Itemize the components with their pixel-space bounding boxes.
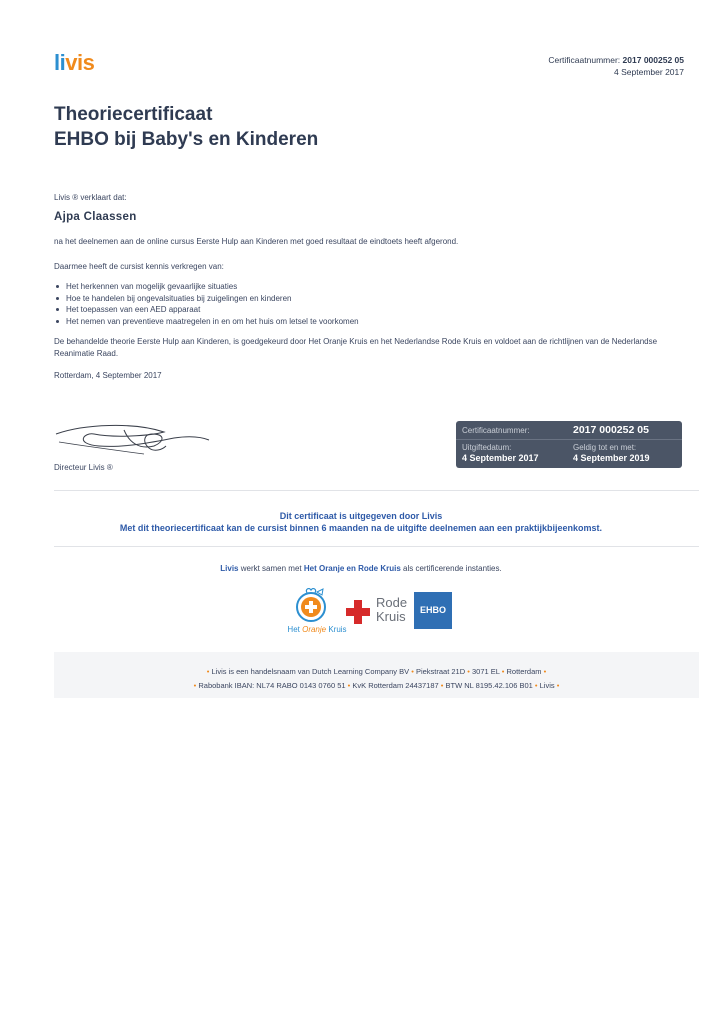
oranje-kruis-wordmark: Het Oranje Kruis: [287, 625, 347, 634]
livis-logo: livis: [54, 50, 95, 75]
divider: [54, 490, 699, 491]
course-title: EHBO bij Baby's en Kinderen: [54, 129, 319, 150]
certificate-title: Theoriecertificaat: [54, 104, 213, 125]
box-number-label: Certificaatnummer:: [462, 426, 530, 435]
header-date: 4 September 2017: [614, 67, 684, 77]
valid-until-value: 4 September 2019: [573, 453, 650, 463]
approval-statement: De behandelde theorie Eerste Hulp aan Kinderen, is goedgekeurd door Het Oranje Kruis en het Nederlandse Rode Kruis en voldoet aan de richtlijnen van de Nederlandse Reanimatie Raad.: [54, 337, 658, 358]
director-signature: [54, 420, 214, 460]
footer-line-2: • Rabobank IBAN: NL74 RABO 0143 0760 51 • KvK Rotterdam 24437187 • BTW NL 8195.42.106 B01 • Livis •: [193, 681, 560, 690]
issued-line-2: Met dit theoriecertificaat kan de cursist binnen 6 maanden na de uitgifte deelnemen aan een praktijkbijeenkomst.: [119, 523, 603, 533]
divider: [54, 546, 699, 547]
completion-statement: na het deelnemen aan de online cursus Eerste Hulp aan Kinderen met goed resultaat de eindtoets heeft afgerond.: [54, 237, 459, 246]
list-item: Het nemen van preventieve maatregelen in en om het huis om letsel te voorkomen: [54, 316, 359, 328]
box-divider: [456, 439, 682, 440]
issued-statement: [0, 510, 722, 534]
partner-logos: [0, 587, 722, 639]
issue-date-value: 4 September 2017: [462, 453, 539, 463]
list-item: Hoe te handelen bij ongevalsituaties bij zuigelingen en kinderen: [54, 293, 359, 305]
issue-date-label: Uitgiftedatum:: [462, 443, 512, 452]
oranje-kruis-emblem-icon: [295, 587, 327, 623]
director-title: Directeur Livis ®: [54, 463, 113, 472]
issued-line-1: Dit certificaat is uitgegeven door Livis: [279, 511, 443, 521]
place-date: Rotterdam, 4 September 2017: [54, 371, 162, 380]
rode-kruis-logo: [346, 595, 416, 631]
cooperation-statement: Livis werkt samen met Het Oranje en Rode Kruis als certificerende instanties.: [220, 564, 502, 573]
cert-number-label: Certificaatnummer:: [548, 55, 621, 65]
declaration-intro: Livis ® verklaart dat:: [54, 193, 127, 202]
footer-line-1: • Livis is een handelsnaam van Dutch Learning Company BV • Piekstraat 21D • 3071 EL • Rotterdam •: [206, 667, 547, 676]
knowledge-intro: Daarmee heeft de cursist kennis verkregen van:: [54, 262, 224, 271]
cert-number-value: 2017 000252 05: [622, 55, 684, 65]
rode-kruis-wordmark: Rode Kruis: [376, 595, 408, 624]
red-cross-icon: [346, 600, 370, 624]
participant-name: Ajpa Claassen: [54, 211, 137, 223]
valid-until-label: Geldig tot en met:: [573, 443, 637, 452]
footer: [54, 652, 699, 698]
list-item: Het toepassen van een AED apparaat: [54, 304, 359, 316]
certificate-number-header: [548, 54, 684, 78]
certificate-details-box: [456, 421, 682, 468]
oranje-kruis-logo: [282, 587, 352, 639]
skills-list: [54, 281, 359, 327]
list-item: Het herkennen van mogelijk gevaarlijke situaties: [54, 281, 359, 293]
box-number-value: 2017 000252 05: [573, 424, 649, 436]
ehbo-logo: EHBO: [414, 592, 452, 629]
